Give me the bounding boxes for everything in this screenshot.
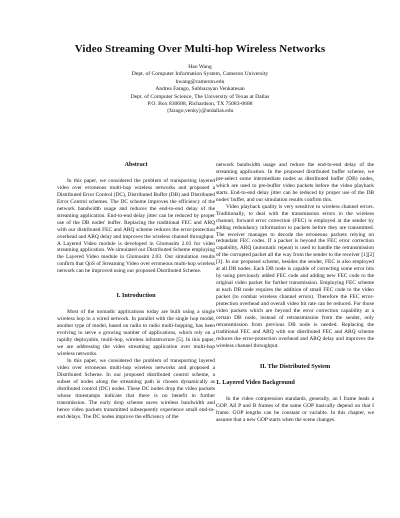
right-paragraph-2: Video playback quality is very sensitive to wireless channel errors. Traditionally, to deal with the transmission errors in the wireless channel, forward error correction (FEC) is employed at the sender by adding redundancy information to packets before they are transmitted. The receiver manages to decode the erroneous packets relying on redundant FEC codes. If a packet is beyond the FEC error correction capability, ARQ (automatic repeat) is used to handle the retransmission of the corrupted packet all the way from the sender to the receiver [1][2][3]. In our proposed scheme, besides the sender, FEC is also employed at all DB nodes. Each DB node is capable of correcting some error bits by using previously added FEC code and adding new FEC code to the original video packet for further transmission. Employing FEC scheme at each DB node requires the addition of small FEC code to the video packet (to combat wireless channel errors). Therefore the FEC error-protection overhead and overall video bit rate can be reduced. For those video packets which are beyond the error correction capability at a certain DB node, instead of retransmission from the sender, only retransmission from previous DB node is needed. Replacing the traditional FEC and ARQ with our distributed FEC and ARQ scheme reduces the error-protection overhead and ARQ delay and improves the wireless channel throughput.: [216, 203, 374, 349]
coauthor-affiliation: Dept. of Computer Science, The University of Texas at Dallas: [130, 93, 270, 100]
intro-paragraph-2: In this paper, we considered the problem of transporting layered video over erroneous multi-hop wireless networks and proposed a Distributed Scheme. In our proposed distributed control scheme, a subset of nodes along the streaming path is chosen dynamically as distributed control (DC) nodes. These DC nodes drop the video packets whose timestamps indicate that there is no benefit in further transmission. The early drop scheme saves wireless bandwidth and hence video packets transmitted subsequently experience small end-to-end delays. The DC nodes improve the efficiency of the: [57, 357, 215, 420]
right-column: [216, 162, 374, 423]
author-name: Hao Wang: [188, 64, 212, 70]
author-email: hwang@cameron.edu: [175, 78, 225, 85]
paper-title: Video Streaming Over Multi-hop Wireless Networks: [74, 43, 326, 55]
subsection-heading: 1. Layered Video Background: [216, 378, 295, 386]
right-paragraph-1: network bandwidth usage and reduce the end-to-end delay of the streaming application. In the proposed distributed buffer scheme, we pre-select some intermediate nodes as distributed buffer (DB) nodes, which are used to pre-buffer video packets before the video playback starts. End-to-end delay jitter can be reduced by proper use of the DB nodes' buffer, and our simulation results confirm this.: [216, 162, 374, 203]
coauthor-names: Andrea Farago, Subbarayan Venkatesan: [155, 86, 245, 93]
introduction-heading: I. Introduction: [116, 292, 156, 300]
abstract-text: In this paper, we considered the problem of transporting layered video over erroneous multi-hop wireless networks and proposed a Distributed Error Control (DC), Distributed Buffer (DB) and Distributed Error Control schemes. The DC scheme improves the efficiency of the network bandwidth usage and reduces the end-to-end delay of the streaming application. End-to-end delay jitter can be reduced by proper use of the DB nodes' buffer. Replacing the traditional FEC and ARQ with our distributed FEC and ARQ scheme reduces the error-protection overhead and ARQ delay and improves the wireless channel throughput. A Layered Video module is developed in Glomosim 2.03 for video streaming application. We simulated our Distributed Scheme employing the Layered Video module in Glomosim 2.03. Our simulation results confirm that QoS of Streaming Video over erroneous multi-hop wireless network can be improved using our proposed Distributed Scheme.: [57, 177, 216, 275]
coauthor-emails: {farago,venky}@utdallas.edu: [166, 108, 234, 115]
coauthor-address: P.O. Box 830688, Richardson, TX 75083-0688: [147, 101, 253, 108]
author-affiliation: Dept. of Computer Information System, Cameron University: [131, 71, 269, 78]
author-block: [0, 64, 400, 116]
abstract-heading: Abstract: [124, 161, 148, 168]
left-column: [57, 162, 215, 421]
intro-paragraph-1: Most of the nomadic applications today are built using a single wireless hop to a wired network. In parallel with the single hop model, another type of model, based on radio to radio multi-hopping, has been evolving to serve a growing number of applications, which rely on a rapidly deployable, multi-hop, wireless infrastructure [5]. In this paper, we are addressing the video streaming application over multi-hop wireless networks.: [57, 309, 215, 357]
subsection-text: In the video compression standards, generally, an I frame leads a GOP. All P and B frames of the same GOP basically depend on that I frame. GOP lengths can be constant or variable. In this chapter, we assume that a new GOP starts when the scene changes.: [216, 395, 374, 423]
section-2-heading: II. The Distributed System: [259, 362, 331, 370]
